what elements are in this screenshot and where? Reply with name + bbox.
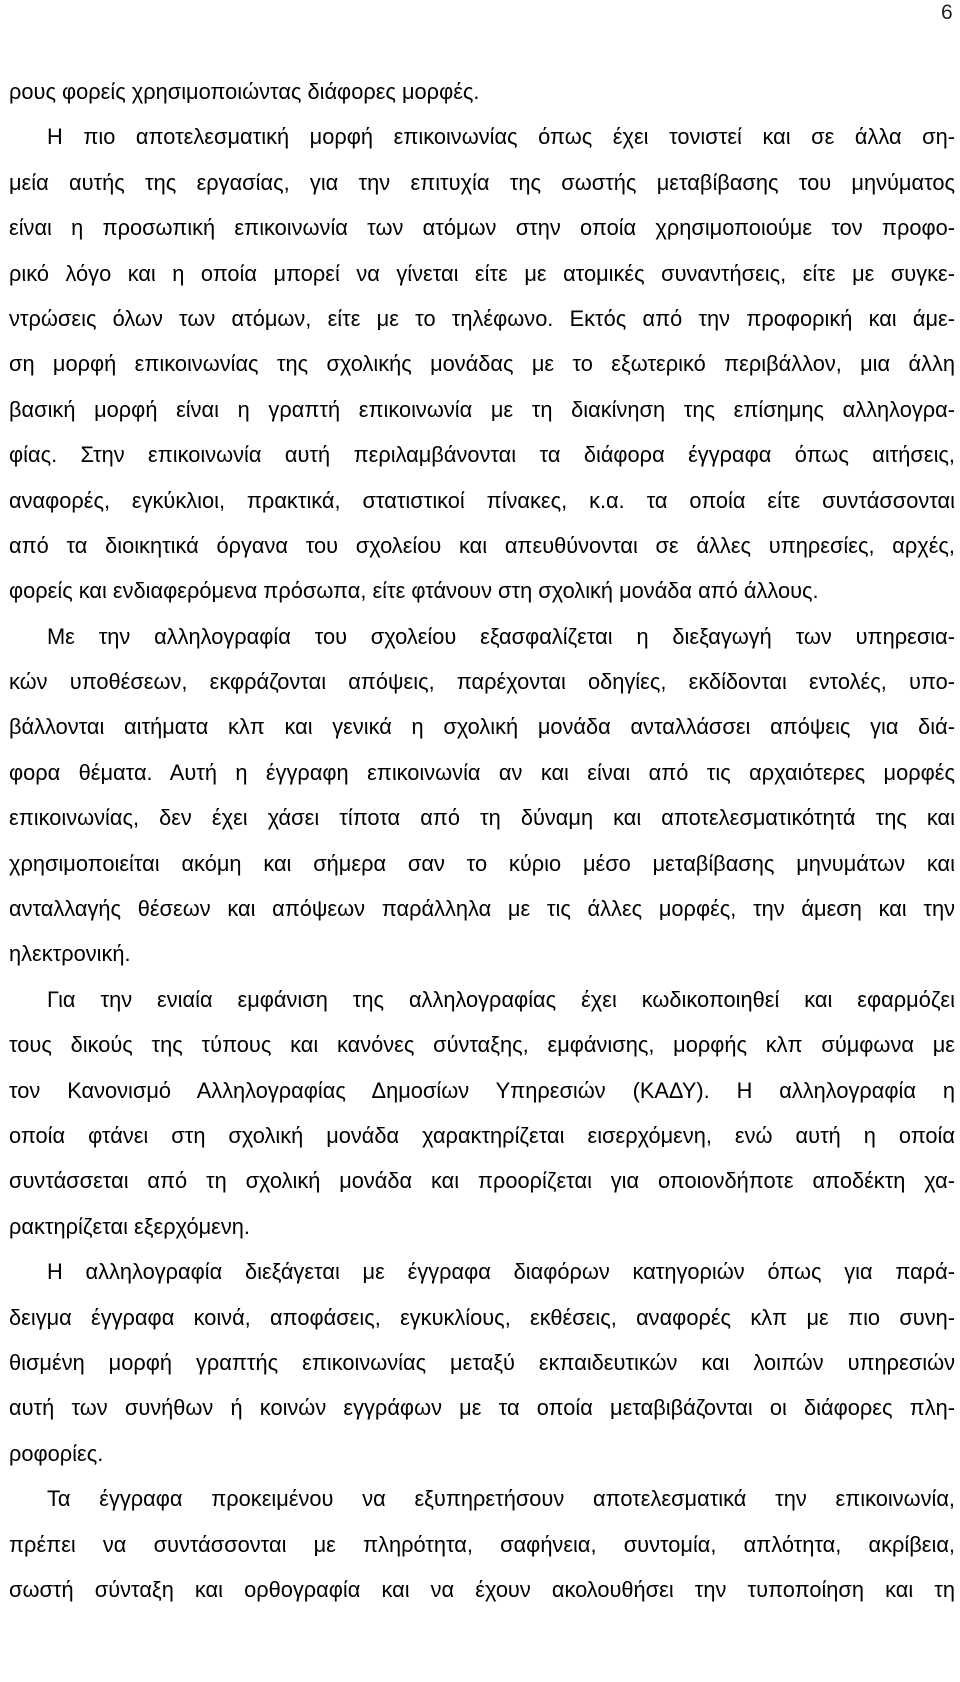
text-line: βασική μορφή είναι η γραπτή επικοινωνία με τη διακίνηση της επίσημης αλληλογρα-: [9, 396, 955, 422]
text-line: ση μορφή επικοινωνίας της σχολικής μονάδας με το εξωτερικό περιβάλλον, μια άλλη: [9, 351, 955, 377]
text-line: από τα διοικητικά όργανα του σχολείου και απευθύνονται σε άλλες υπηρεσίες, αρχές,: [9, 532, 955, 558]
text-line: ρακτηρίζεται εξερχόμενη.: [9, 1213, 250, 1239]
text-line: συντάσσεται από τη σχολική μονάδα και προορίζεται για οποιονδήποτε αποδέκτη χα-: [9, 1168, 955, 1194]
text-line: επικοινωνίας, δεν έχει χάσει τίποτα από τη δύναμη και αποτελεσματικότητά της και: [9, 805, 955, 831]
text-line: τον Κανονισμό Αλληλογραφίας Δημοσίων Υπηρεσιών (ΚΑΔΥ). Η αλληλογραφία η: [9, 1077, 955, 1103]
text-line: σωστή σύνταξη και ορθογραφία και να έχουν ακολουθήσει την τυποποίηση και τη: [9, 1576, 955, 1602]
text-line: ανταλλαγής θέσεων και απόψεων παράλληλα με τις άλλες μορφές, την άμεση και την: [9, 896, 955, 922]
text-line: θισμένη μορφή γραπτής επικοινωνίας μεταξύ εκπαιδευτικών και λοιπών υπηρεσιών: [9, 1349, 955, 1375]
text-line: Η πιο αποτελεσματική μορφή επικοινωνίας όπως έχει τονιστεί και σε άλλα ση-: [47, 124, 955, 150]
text-line: είναι η προσωπική επικοινωνία των ατόμων στην οποία χρησιμοποιούμε τον προφο-: [9, 215, 955, 241]
text-line: Για την ενιαία εμφάνιση της αλληλογραφίας έχει κωδικοποιηθεί και εφαρμόζει: [47, 986, 955, 1012]
text-line: ροφορίες.: [9, 1440, 104, 1466]
document-body: [9, 69, 955, 1612]
text-line: Η αλληλογραφία διεξάγεται με έγγραφα διαφόρων κατηγοριών όπως για παρά-: [47, 1259, 955, 1285]
text-line: φορείς και ενδιαφερόμενα πρόσωπα, είτε φτάνουν στη σχολική μονάδα από άλλους.: [9, 578, 819, 604]
text-line: μεία αυτής της εργασίας, για την επιτυχία της σωστής μεταβίβασης του μηνύματος: [9, 169, 955, 195]
text-line: ρους φορείς χρησιμοποιώντας διάφορες μορφές.: [9, 79, 480, 104]
text-line: ηλεκτρονική.: [9, 941, 131, 967]
text-line: χρησιμοποιείται ακόμη και σήμερα σαν το κύριο μέσο μεταβίβασης μηνυμάτων και: [9, 850, 955, 876]
text-line: πρέπει να συντάσσονται με πληρότητα, σαφήνεια, συντομία, απλότητα, ακρίβεια,: [9, 1531, 955, 1557]
text-line: κών υποθέσεων, εκφράζονται απόψεις, παρέχονται οδηγίες, εκδίδονται εντολές, υπο-: [9, 669, 955, 695]
text-line: τους δικούς της τύπους και κανόνες σύνταξης, εμφάνισης, μορφής κλπ σύμφωνα με: [9, 1032, 955, 1058]
text-line: Τα έγγραφα προκειμένου να εξυπηρετήσουν αποτελεσματικά την επικοινωνία,: [47, 1486, 955, 1512]
page-number: 6: [941, 1, 953, 24]
text-line: ντρώσεις όλων των ατόμων, είτε με το τηλέφωνο. Εκτός από την προφορική και άμε-: [9, 305, 955, 331]
text-line: οποία φτάνει στη σχολική μονάδα χαρακτηρίζεται εισερχόμενη, ενώ αυτή η οποία: [9, 1122, 955, 1148]
text-line: φορα θέματα. Αυτή η έγγραφη επικοινωνία αν και είναι από τις αρχαιότερες μορφές: [9, 759, 955, 785]
text-line: αυτή των συνήθων ή κοινών εγγράφων με τα οποία μεταβιβάζονται οι διάφορες πλη-: [9, 1395, 955, 1421]
text-line: φίας. Στην επικοινωνία αυτή περιλαμβάνονται τα διάφορα έγγραφα όπως αιτήσεις,: [9, 442, 955, 468]
text-line: αναφορές, εγκύκλιοι, πρακτικά, στατιστικοί πίνακες, κ.α. τα οποία είτε συντάσσονται: [9, 487, 955, 513]
text-line: βάλλονται αιτήματα κλπ και γενικά η σχολική μονάδα ανταλλάσσει απόψεις για διά-: [9, 714, 955, 740]
text-line: ρικό λόγο και η οποία μπορεί να γίνεται είτε με ατομικές συναντήσεις, είτε με συγκε-: [9, 260, 955, 286]
text-line: δειγμα έγγραφα κοινά, αποφάσεις, εγκυκλίους, εκθέσεις, αναφορές κλπ με πιο συνη-: [9, 1304, 955, 1330]
text-line: Με την αλληλογραφία του σχολείου εξασφαλίζεται η διεξαγωγή των υπηρεσια-: [47, 623, 955, 649]
